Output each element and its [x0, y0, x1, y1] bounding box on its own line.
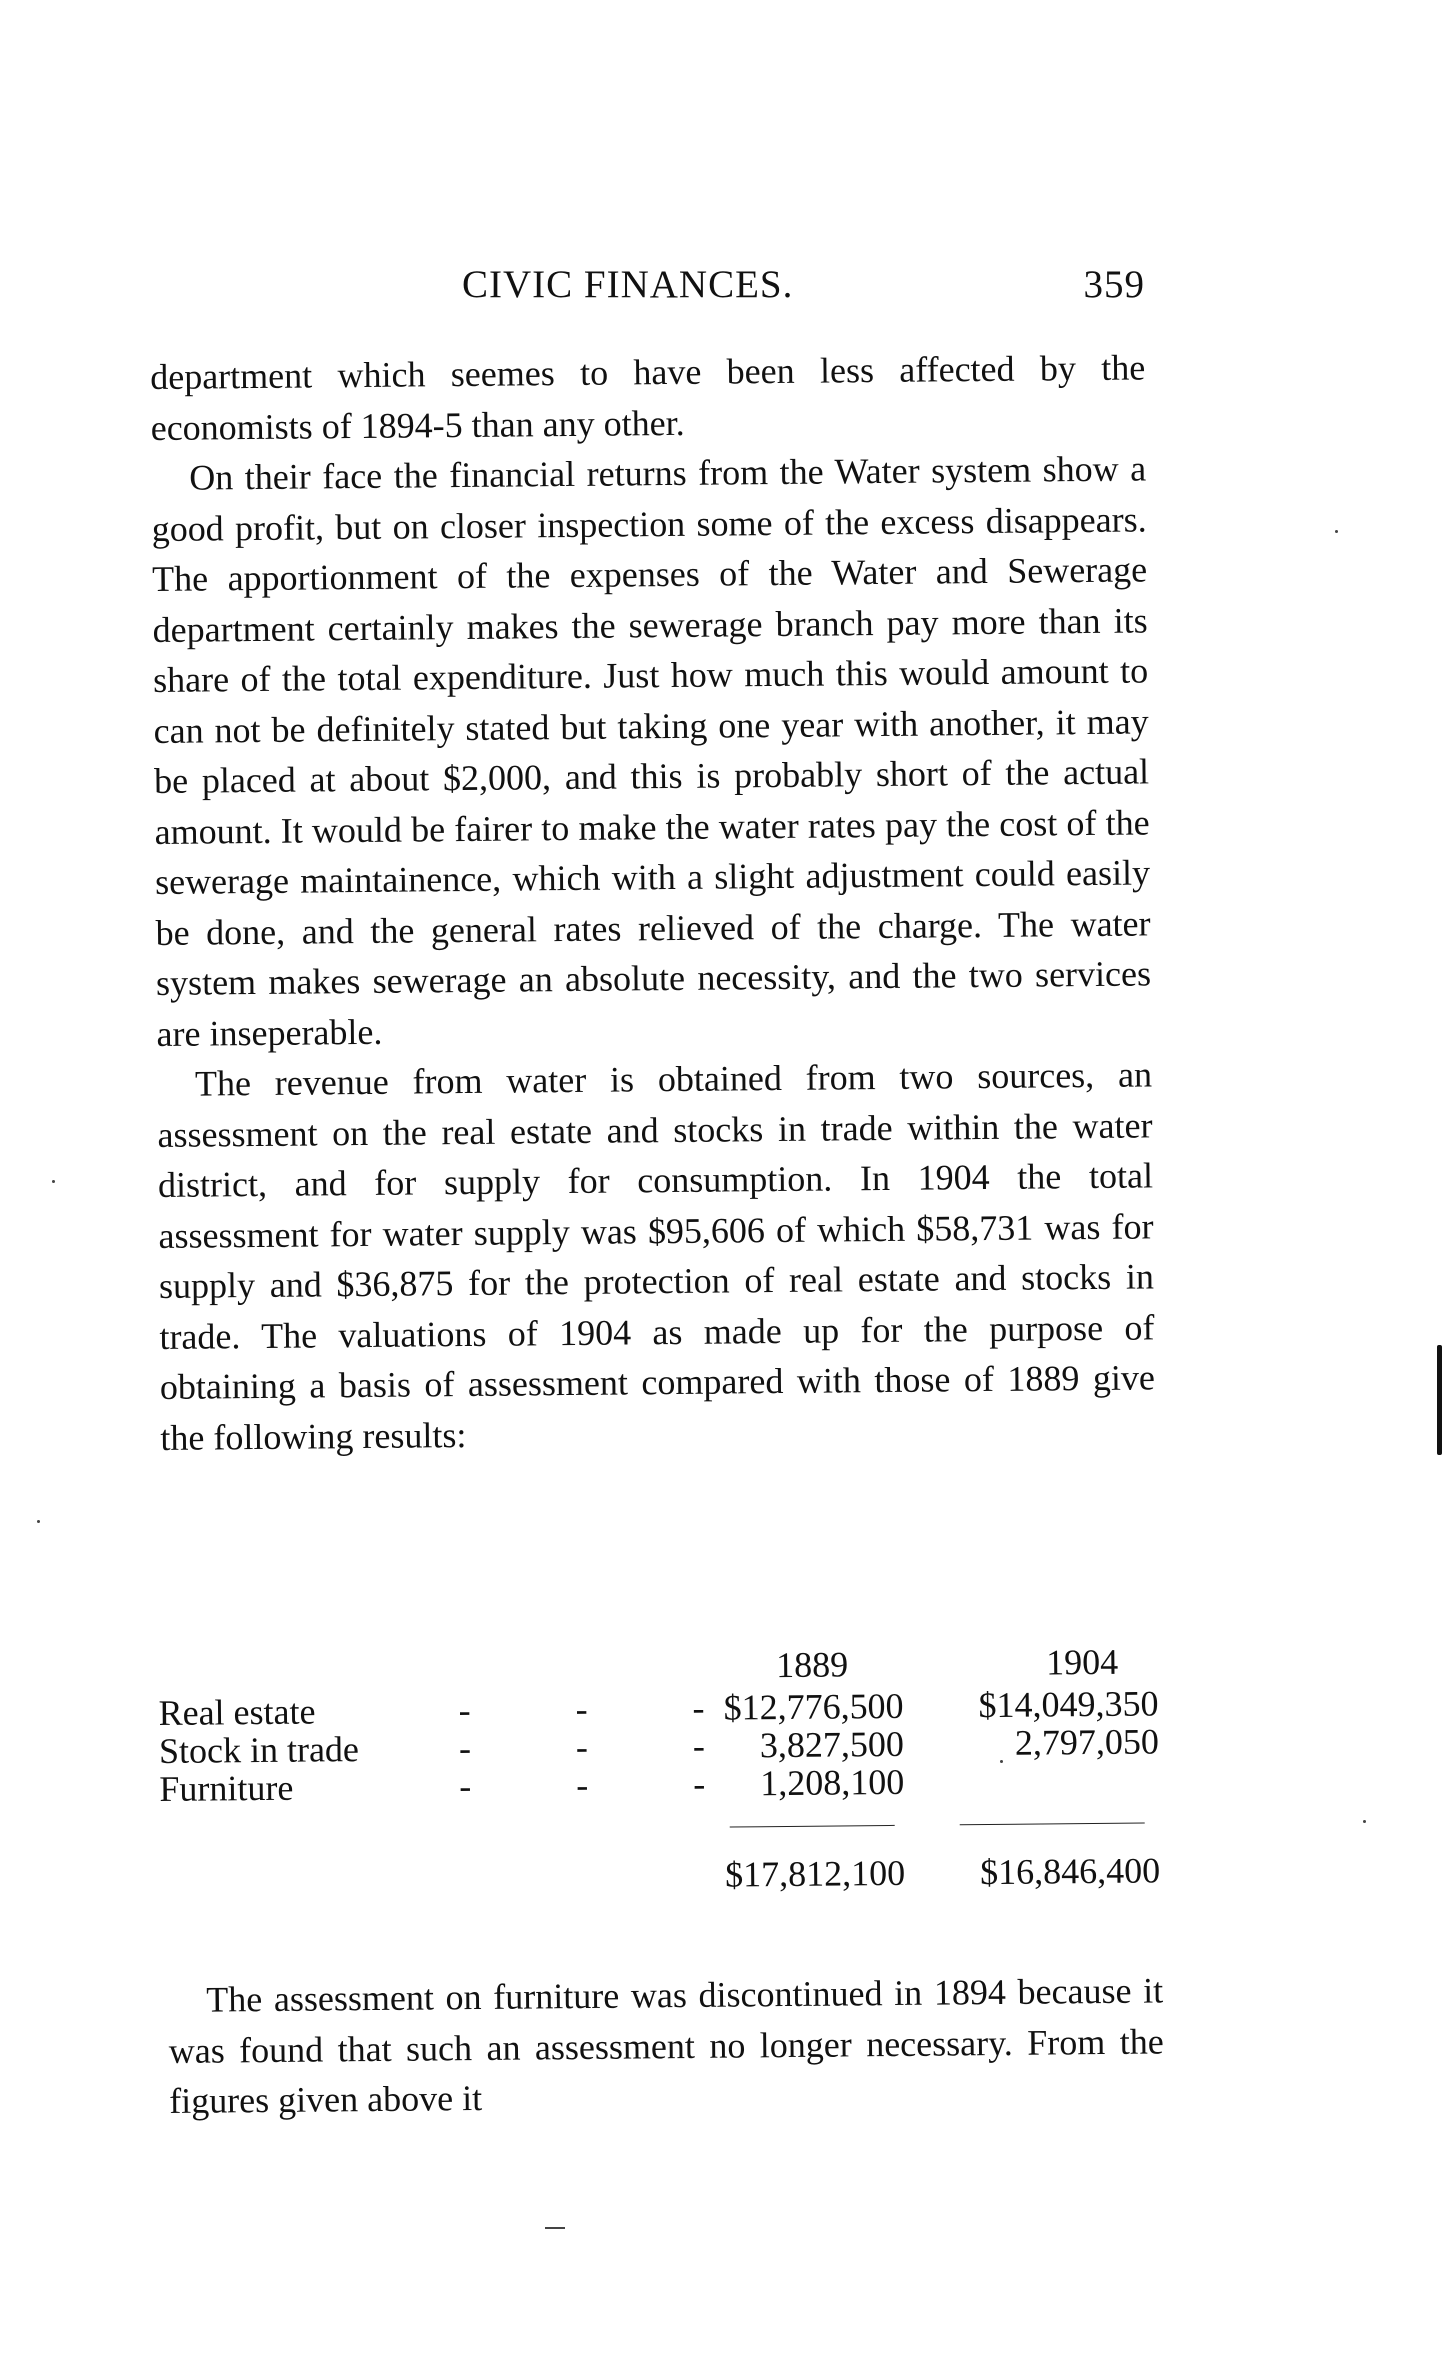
closing-text	[168, 1965, 1164, 2126]
year-header-1889: 1889	[775, 1644, 849, 1686]
value-1889: 1,208,100	[760, 1761, 905, 1804]
year-header-1904: 1904	[1045, 1641, 1119, 1683]
scan-speck	[1363, 1820, 1366, 1823]
running-title: CIVIC FINANCES.	[462, 263, 794, 306]
total-1904: $16,846,400	[979, 1850, 1161, 1893]
running-head	[150, 262, 1145, 312]
scan-speck	[1000, 1760, 1003, 1763]
scan-speck	[52, 1180, 55, 1183]
leader-dashes: - - -	[458, 1687, 753, 1731]
paragraph-continuation: department which seemes to have been less affected by the economists of 1894-5 than any other.	[150, 347, 1146, 448]
row-label: Stock in trade	[158, 1729, 360, 1771]
paragraph-furniture: The assessment on furniture was discontinued in 1894 because it was found that such an assessment no longer necessary. From the figures given above it	[168, 1970, 1164, 2121]
total-row	[160, 1848, 1170, 1902]
total-rule-1889	[730, 1825, 895, 1828]
valuation-table	[158, 1640, 1170, 1902]
scan-dash-mark	[545, 2227, 565, 2229]
row-label: Furniture	[159, 1767, 294, 1809]
row-label: Real estate	[158, 1691, 316, 1733]
leader-dashes: - - -	[458, 1725, 754, 1769]
leader-dashes: - - -	[459, 1763, 754, 1807]
paragraph-water-system: On their face the financial returns from the Water system show a good profit, but on closer inspection some of the excess disappears. The apportionment of the expenses of the Water and Sewerage department certainly makes the sewerage branch pay more than its share of the total expenditure. Just how much this would amount to can not be definitely stated but taking one year with another, it may be placed at about $2,000, and this is probably short of the actual amount. It would be fairer to make the water rates pay the cost of the sewerage maintainence, which with a slight adjustment could easily be done, and the general rates relieved of the charge. The water system makes sewerage an absolute necessity, and the two services are inseperable.	[151, 448, 1152, 1054]
scan-edge-mark	[1437, 1345, 1442, 1455]
value-1889: $12,776,500	[723, 1685, 904, 1728]
value-1889: 3,827,500	[759, 1723, 905, 1766]
total-1889: $17,812,100	[724, 1852, 906, 1895]
scan-speck	[1335, 530, 1338, 533]
page-number: 359	[1083, 263, 1145, 306]
scan-speck	[37, 1520, 40, 1523]
value-1904: $14,049,350	[978, 1683, 1159, 1726]
total-rule-1904	[960, 1823, 1145, 1826]
value-1904: 2,797,050	[1014, 1721, 1160, 1763]
body-text	[150, 342, 1156, 1463]
paragraph-water-revenue: The revenue from water is obtained from two sources, an assessment on the real estate and stocks in trade within the water district, and for supply for consumption. In 1904 the total assessment for water supply was $95,606 of which $58,731 was for supply and $36,875 for the protection of real estate and stocks in trade. The valuations of 1904 as made up for the purpose of obtaining a basis of assessment compared with those of 1889 give the following results:	[157, 1054, 1156, 1458]
